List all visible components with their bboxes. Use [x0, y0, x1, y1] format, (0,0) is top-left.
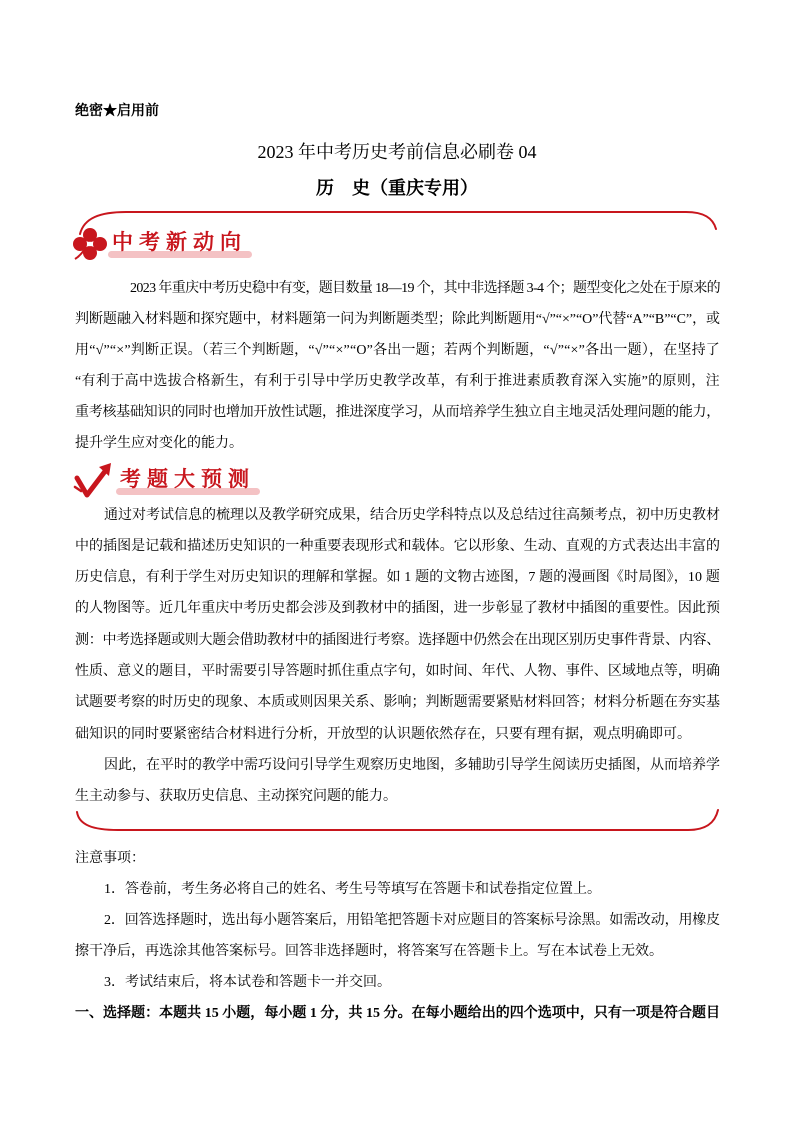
secret-label: 绝密★启用前	[75, 104, 159, 119]
check-arrow-icon	[73, 461, 113, 504]
text-line: 中的插图是记载和描述历史知识的一种重要表现形式和载体。它以形象、生动、直观的方式表达出丰富的	[75, 538, 720, 554]
question-section-instructions: 本题共 15 小题，每小题 1 分，共 15 分。在每小题给出的四个选项中，只有一项是符合题目	[159, 1005, 721, 1021]
question-section-header	[75, 998, 720, 1029]
bottom-border-arc	[77, 810, 718, 830]
text-line: 测：中考选择题或则大题会借助教材中的插图进行考察。选择题中仍然会在出现区别历史事件背景、内容、	[75, 632, 720, 648]
text-line: 提升学生应对变化的能力。	[75, 435, 243, 451]
text-line: 判断题融入材料题和探究题中，材料题第一问为判断题类型；除此判断题用“√”“×”“O”代替“A”“B”“C”，或	[75, 311, 720, 327]
text-line: 试题要考察的时历史的现象、本质或则因果关系、影响；判断题需要紧贴材料回答；材料分析题在夯实基	[75, 695, 720, 711]
text-line: 性质、意义的题目，平时需要引导答题时抓住重点字句，如时间、年代、人物、事件、区域地点等，明确	[75, 663, 720, 679]
text-line: 的人物图等。近几年重庆中考历史都会涉及到教材中的插图，进一步彰显了教材中插图的重要性。因此预	[75, 601, 720, 617]
notice-item: 3．考试结束后，将本试卷和答题卡一并交回。	[104, 974, 391, 990]
page-subtitle: 历 史（重庆专用）	[316, 178, 478, 198]
text-line: 用“√”“×”判断正误。（若三个判断题，“√”“×”“O”各出一题；若两个判断题，“√”“×”各出一题），在坚持了	[75, 342, 720, 358]
text-line: 础知识的同时要紧密结合材料进行分析，开放型的认识题依然存在，只要有理有据，观点明确即可。	[75, 726, 691, 742]
trends-paragraph	[75, 273, 720, 459]
text-line: 重考核基础知识的同时也增加开放性试题，推进深度学习，从而培养学生独立自主地灵活处理问题的能力，	[75, 404, 720, 420]
forecast-paragraphs	[75, 500, 720, 813]
notice-heading: 注意事项：	[75, 850, 145, 866]
notice-item: 1．答卷前，考生务必将自己的姓名、考生号等填写在答题卡和试卷指定位置上。	[104, 881, 601, 897]
notice-item-continued: 擦干净后，再选涂其他答案标号。回答非选择题时，将答案写在答题卡上。写在本试卷上无效。	[75, 943, 663, 959]
text-line: 通过对考试信息的梳理以及教学研究成果，结合历史学科特点以及总结过往高频考点，初中历史教材	[104, 507, 720, 523]
text-line: “有利于高中选拔合格新生，有利于引导中学历史教学改革，有利于推进素质教育深入实施”的原则，注	[75, 373, 720, 389]
text-line: 因此，在平时的教学中需巧设问引导学生观察历史地图，多辅助引导学生阅读历史插图，从而培养学	[104, 757, 720, 773]
notice-item: 2．回答选择题时，选出每小题答案后，用铅笔把答题卡对应题目的答案标号涂黑。如需改动，用橡皮	[104, 912, 720, 928]
question-section-label: 一、选择题：	[75, 1005, 160, 1021]
section-heading-trends: 中考新动向	[112, 231, 247, 254]
text-line: 历史信息，有利于学生对历史知识的理解和掌握。如 1 题的文物古迹图，7 题的漫画图《时局图》，10 题	[75, 570, 720, 586]
text-line: 生主动参与、获取历史信息、主动探究问题的能力。	[75, 789, 397, 805]
text-line: 2023 年重庆中考历史稳中有变，题目数量 18—19 个，其中非选择题 3-4 个；题型变化之处在于原来的	[130, 280, 720, 296]
page-title: 2023 年中考历史考前信息必刷卷 04	[257, 142, 537, 162]
section-heading-forecast: 考题大预测	[120, 468, 255, 491]
notice-section	[75, 843, 720, 1029]
four-leaf-clover-icon	[72, 227, 108, 266]
